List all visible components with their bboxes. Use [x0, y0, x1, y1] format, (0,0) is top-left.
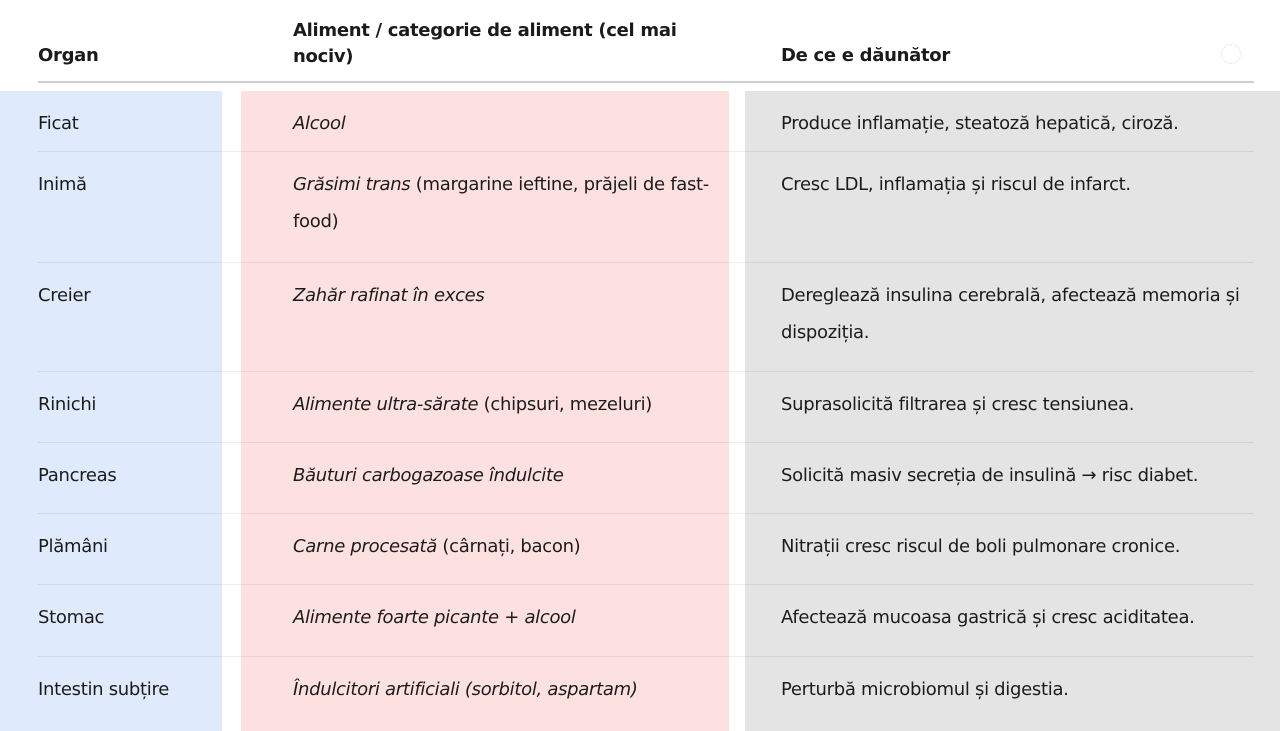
reason-cell: Perturbă microbiomul și digestia. — [781, 679, 1069, 700]
reason-cell: Produce inflamație, steatoză hepatică, ciroză. — [781, 113, 1179, 134]
food-cell — [293, 528, 723, 565]
organ-cell: Ficat — [38, 113, 79, 134]
organ-cell: Inimă — [38, 174, 87, 195]
header-reason: De ce e dăunător — [781, 45, 950, 66]
food-cell — [293, 386, 723, 423]
table-row — [0, 443, 1280, 514]
food-name: Îndulcitori artificiali (sorbitol, aspartam) — [293, 679, 638, 700]
header-divider — [38, 81, 1254, 83]
table-row — [0, 514, 1280, 585]
reason-cell: Nitrații cresc riscul de boli pulmonare cronice. — [781, 536, 1181, 557]
copy-icon[interactable] — [1221, 44, 1241, 64]
organ-cell: Rinichi — [38, 394, 97, 415]
food-name: Alimente ultra-sărate — [293, 394, 479, 415]
table-row — [0, 372, 1280, 443]
food-cell — [293, 105, 723, 142]
table-row — [0, 152, 1280, 263]
organ-cell: Intestin subțire — [38, 679, 169, 700]
food-name: Grăsimi trans — [293, 174, 411, 195]
header-organ: Organ — [38, 45, 99, 66]
table-row — [0, 91, 1280, 152]
food-cell — [293, 457, 723, 494]
food-cell — [293, 166, 723, 240]
food-examples: (margarine ieftine, prăjeli de fast-food) — [293, 174, 710, 232]
reason-cell: Solicită masiv secreția de insulină → risc diabet. — [781, 465, 1199, 486]
food-examples: (cârnați, bacon) — [437, 536, 581, 557]
reason-cell: Suprasolicită filtrarea și cresc tensiunea. — [781, 394, 1135, 415]
food-cell — [293, 671, 723, 708]
reason-cell: Cresc LDL, inflamația și riscul de infarct. — [781, 174, 1131, 195]
organ-cell: Stomac — [38, 607, 105, 628]
organ-cell: Pancreas — [38, 465, 117, 486]
reason-cell: Dereglează insulina cerebrală, afectează memoria și dispoziția. — [781, 285, 1240, 343]
table-row — [0, 585, 1280, 657]
food-name: Zahăr rafinat în exces — [293, 285, 485, 306]
food-cell — [293, 599, 723, 636]
food-name: Alcool — [293, 113, 346, 134]
food-cell — [293, 277, 723, 314]
food-examples: (chipsuri, mezeluri) — [478, 394, 653, 415]
organ-cell: Plămâni — [38, 536, 108, 557]
food-name: Alimente foarte picante + alcool — [293, 607, 576, 628]
organ-cell: Creier — [38, 285, 91, 306]
food-name: Băuturi carbogazoase îndulcite — [293, 465, 564, 486]
food-name: Carne procesată — [293, 536, 438, 557]
table-row — [0, 657, 1280, 731]
reason-cell: Afectează mucoasa gastrică și cresc aciditatea. — [781, 607, 1195, 628]
header-food: Aliment / categorie de aliment (cel mai nociv) — [293, 20, 677, 67]
table-row — [0, 263, 1280, 372]
